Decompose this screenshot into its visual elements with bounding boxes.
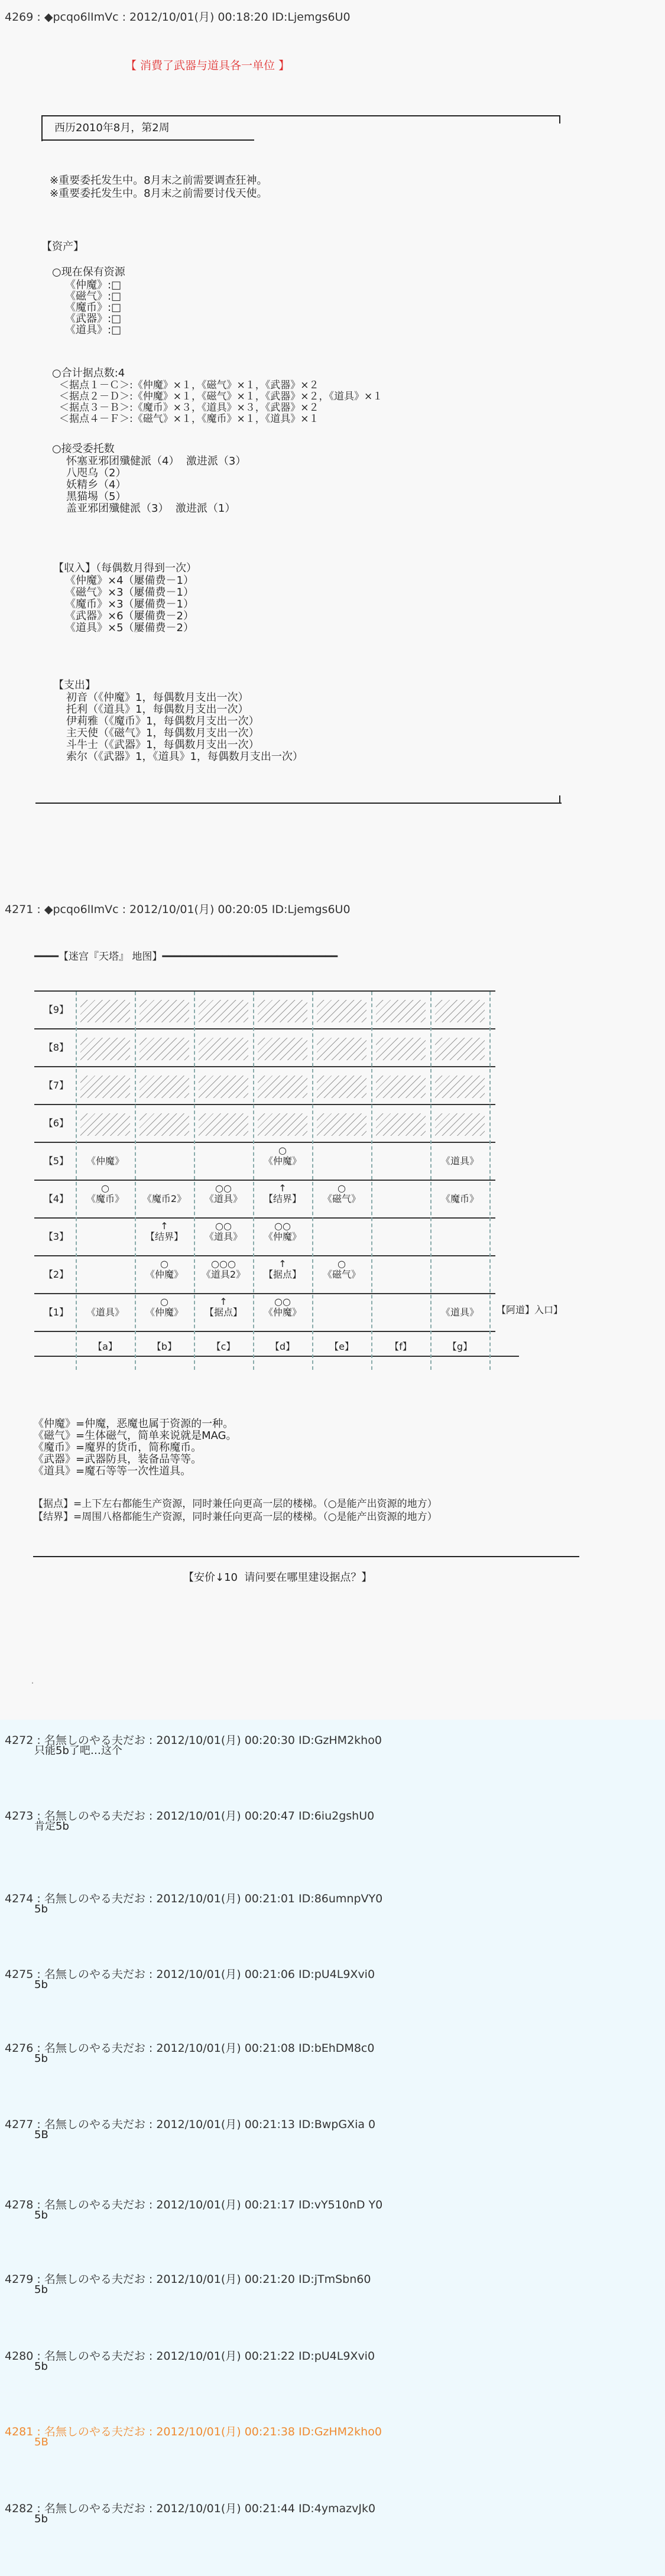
hatch-pattern [140,1113,189,1136]
hatch-pattern [317,1076,366,1098]
reply-header: 4276 : 名無しのやる夫だお : 2012/10/01(月) 00:21:08 ID:bEhDM8c0 [5,2042,375,2055]
map-cell-d3[interactable] [254,1219,311,1255]
map-cell-e1[interactable] [313,1294,370,1331]
map-cell-e2[interactable] [313,1256,370,1293]
frame-right-tick [559,115,560,124]
map-cell-a7[interactable] [77,1067,134,1104]
hatch-pattern [376,1038,426,1060]
map-cell-g1[interactable] [432,1294,488,1331]
map-cell-text: 《道具》 [86,1307,124,1318]
map-cell-e6[interactable] [313,1105,370,1142]
hatch-pattern [199,1000,248,1022]
legend2-line: 【结界】=周围八格都能生产资源，同时兼任向更高一层的楼梯。（○是能产出资源的地方） [33,1511,437,1523]
map-cell-e3[interactable] [313,1219,370,1255]
reply-body: 5b [34,1979,48,1991]
commission-line: 怀塞亚邪团殲健派（4） 激进派（3） [66,455,246,467]
map-cell-g4[interactable] [432,1181,488,1217]
note-line: ※重要委托发生中。8月末之前需要调查狂神。 [50,174,268,187]
map-cell-text: ○ 《磁气》 [322,1258,361,1280]
commission-line: 八咫乌（2） [66,467,126,479]
map-cell-g8[interactable] [432,1029,488,1066]
map-cell-c7[interactable] [195,1067,252,1104]
frame-bottom-tick [559,795,560,804]
reply-header: 4273 : 名無しのやる夫だお : 2012/10/01(月) 00:20:47 ID:6iu2gshU0 [5,1810,375,1823]
map-row-label: 【5】 [43,1155,69,1167]
held-item: 《道具》:□ [65,324,122,336]
base-line: ＜据点４－Ｆ＞:《磁气》×１，《魔币》×１，《道具》×１ [59,413,319,425]
map-cell-c6[interactable] [195,1105,252,1142]
map-cell-text: ↑ 【结界】 [263,1183,301,1204]
map-cell-d1[interactable] [254,1294,311,1331]
hatch-pattern [258,1000,307,1022]
map-cell-text: ○ 《魔币》 [86,1183,124,1204]
map-cell-f4[interactable] [372,1181,429,1217]
reply-header: 4282 : 名無しのやる夫だお : 2012/10/01(月) 00:21:44 ID:4ymazvJk0 [5,2502,376,2515]
map-cell-d7[interactable] [254,1067,311,1104]
map-row-label: 【9】 [43,1004,69,1015]
income-line: 《道具》×5（屢備费－2） [65,622,194,634]
held-item: 《魔币》:□ [65,301,122,314]
hatch-pattern [435,1038,485,1060]
income-line: 《魔币》×3（屢備费－1） [65,598,194,610]
map-cell-g9[interactable] [432,992,488,1028]
frame-left-tick [41,115,43,141]
map-cell-a4[interactable] [77,1181,134,1217]
commission-line: 黑猫埸（5） [66,490,126,503]
map-cell-g3[interactable] [432,1219,488,1255]
map-cell-text: 《魔币2》 [142,1193,187,1204]
base-line: ＜据点２－Ｄ＞:《仲魔》×１，《磁气》×１，《武器》×２，《道具》×１ [59,391,383,402]
map-cell-text: ○ 《磁气》 [322,1183,361,1204]
base-line: ＜据点３－Ｂ＞:《魔币》×３，《道具》×３，《武器》×２ [59,402,319,414]
reply-body: 5b [34,2209,48,2221]
map-cell-a8[interactable] [77,1029,134,1066]
map-cell-text: ○ 《仲魔》 [145,1258,183,1280]
map-cell-e5[interactable] [313,1143,370,1180]
map-cell-d8[interactable] [254,1029,311,1066]
map-cell-b7[interactable] [136,1067,193,1104]
map-col-label: 【d】 [270,1341,296,1352]
map-cell-f2[interactable] [372,1256,429,1293]
map-cell-b8[interactable] [136,1029,193,1066]
map-cell-c4[interactable] [195,1181,252,1217]
commissions-heading: ○接受委托数 [52,443,115,455]
reply-header: 4274 : 名無しのやる夫だお : 2012/10/01(月) 00:21:01 ID:86umnpVY0 [5,1892,383,1905]
expense-line: 索尔（《武器》1，《道具》1，每偶数月支出一次） [66,751,303,763]
frame-bottom-line [35,803,562,804]
map-cell-d5[interactable] [254,1143,311,1180]
map-cell-text: ○○ 《仲魔》 [263,1296,301,1318]
hatch-pattern [199,1113,248,1136]
reply-header: 4279 : 名無しのやる夫だお : 2012/10/01(月) 00:21:20 ID:jTmSbn60 [5,2273,371,2286]
separator-dot: . [31,1674,35,1687]
map-row-label: 【6】 [43,1118,69,1129]
map-row-label: 【4】 [43,1193,69,1204]
reply-area [0,1720,665,2576]
hatch-pattern [258,1038,307,1060]
map-cell-b1[interactable] [136,1294,193,1331]
hatch-pattern [80,1076,130,1098]
map-col-label: 【f】 [390,1341,412,1352]
map-bottom-line [33,1556,579,1557]
reply-header: 4277 : 名無しのやる夫だお : 2012/10/01(月) 00:21:13 ID:BwpGXia 0 [5,2118,376,2131]
legend-line: 《磁气》=生体磁气，简单来说就是MAG。 [33,1430,237,1442]
hatch-pattern [376,1076,426,1098]
held-item: 《武器》:□ [65,313,122,325]
hatch-pattern [317,1038,366,1060]
map-col-label: 【g】 [447,1341,473,1352]
post-header: 4269 : ◆pcqo6lImVc : 2012/10/01(月) 00:18:20 ID:Ljemgs6U0 [5,11,351,24]
reply-body: 5b [34,2360,48,2373]
map-cell-text: ○○○ 《道具2》 [201,1258,246,1280]
map-cell-e4[interactable] [313,1181,370,1217]
note-line: ※重要委托发生中。8月末之前需要讨伐天使。 [50,187,268,200]
map-cell-text: ↑ 【结界】 [145,1220,183,1242]
map-cell-g2[interactable] [432,1256,488,1293]
reply-body: 5B [34,2436,48,2448]
map-row-label: 【8】 [43,1042,69,1053]
map-cell-text: 《道具》 [440,1155,479,1167]
map-col-label: 【b】 [151,1341,177,1352]
hatch-pattern [258,1076,307,1098]
map-cell-a9[interactable] [77,992,134,1028]
reply-body: 5b [34,1903,48,1915]
map-cell-b9[interactable] [136,992,193,1028]
map-cell-e7[interactable] [313,1067,370,1104]
map-cell-b2[interactable] [136,1256,193,1293]
legend-line: 《仲魔》=仲魔，恶魔也属于资源的一种。 [33,1418,234,1430]
post-title: 【 消費了武器与道具各一单位 】 [125,59,290,72]
map-row-label: 【3】 [43,1231,69,1242]
held-item: 《仲魔》:□ [65,279,122,291]
income-line: 《武器》×6（屢備费－2） [65,610,194,622]
reply-body: 5b [34,2052,48,2065]
held-heading: ○现在保有资源 [52,266,125,278]
reply-body: 只能5b了吧…这个 [34,1745,122,1757]
map-cell-a5[interactable] [77,1143,134,1180]
reply-body: 5b [34,2513,48,2525]
legend-line: 《道具》=魔石等等一次性道具。 [33,1465,192,1477]
map-cell-a3[interactable] [77,1219,134,1255]
commission-line: 妖精乡（4） [66,479,126,491]
reply-body: 肯定5b [34,1820,69,1833]
hatch-pattern [435,1076,485,1098]
map-row-line [34,1331,495,1332]
map-col-label: 【e】 [329,1341,354,1352]
hatch-pattern [317,1113,366,1136]
expense-line: 主天使（《磁气》1，每偶数月支出一次） [66,727,259,739]
map-cell-text: 《魔币》 [440,1193,479,1204]
map-col-label: 【a】 [93,1341,118,1352]
map-cell-text: 《道具》 [440,1307,479,1318]
map-row-label: 【7】 [43,1080,69,1091]
map-cell-e8[interactable] [313,1029,370,1066]
map-cell-c9[interactable] [195,992,252,1028]
map-cell-f6[interactable] [372,1105,429,1142]
income-heading: 【収入】（每偶数月得到一次） [53,562,197,574]
map-cell-f3[interactable] [372,1219,429,1255]
map-title: ━━━━【迷宫『天塔』 地图】━━━━━━━━━━━━━━━━━━━━━━━━━━━━━ [34,951,338,963]
hatch-pattern [435,1000,485,1022]
map-cell-text: ↑ 【据点】 [263,1258,301,1280]
map-cell-b4[interactable] [136,1181,193,1217]
map-cell-e9[interactable] [313,992,370,1028]
map-cell-c5[interactable] [195,1143,252,1180]
hatch-pattern [80,1113,130,1136]
map-col-label: 【c】 [211,1341,236,1352]
map-cell-a2[interactable] [77,1256,134,1293]
hatch-pattern [80,1000,130,1022]
hatch-pattern [80,1038,130,1060]
map-cell-d9[interactable] [254,992,311,1028]
map-cell-text: ○○ 《道具》 [204,1183,242,1204]
expense-line: 初音（《仲魔》1，每偶数月支出一次） [66,691,249,704]
map-cell-a6[interactable] [77,1105,134,1142]
map-cell-text: ↑ 【据点】 [204,1296,242,1318]
hatch-pattern [199,1038,248,1060]
reply-header: 4278 : 名無しのやる夫だお : 2012/10/01(月) 00:21:17 ID:vY510nD Y0 [5,2198,383,2211]
expense-line: 伊莉雅（《魔币》1，每偶数月支出一次） [66,715,259,727]
frame-top-line [41,115,560,116]
map-cell-b3[interactable] [136,1219,193,1255]
hatch-pattern [140,1038,189,1060]
map-cell-text: ○ 《仲魔》 [145,1296,183,1318]
map-cell-f5[interactable] [372,1143,429,1180]
legend-line: 《魔币》=魔界的货币，简称魔币。 [33,1441,202,1454]
map-cell-c3[interactable] [195,1219,252,1255]
map-cell-text: ○○ 《道具》 [204,1220,242,1242]
bases-heading: ○合计据点数:4 [52,367,125,379]
legend-line: 《武器》=武器防具，装备品等等。 [33,1453,202,1466]
map-cell-f8[interactable] [372,1029,429,1066]
base-line: ＜据点１－Ｃ＞:《仲魔》×１，《磁气》×１，《武器》×２ [59,379,319,391]
commission-line: 盖亚邪团殲健派（3） 激进派（1） [66,502,236,515]
map-cell-f9[interactable] [372,992,429,1028]
reply-header: 4275 : 名無しのやる夫だお : 2012/10/01(月) 00:21:06 ID:pU4L9Xvi0 [5,1968,375,1981]
map-cell-f7[interactable] [372,1067,429,1104]
expense-line: 斗牛士（《武器》1，每偶数月支出一次） [66,739,259,751]
hatch-pattern [376,1113,426,1136]
map-cell-b5[interactable] [136,1143,193,1180]
map-cell-f1[interactable] [372,1294,429,1331]
reply-header: 4272 : 名無しのやる夫だお : 2012/10/01(月) 00:20:30 ID:GzHM2kho0 [5,1734,382,1747]
assets-heading: 【资产】 [41,241,84,253]
hatch-pattern [435,1113,485,1136]
map-cell-g5[interactable] [432,1143,488,1180]
map-cell-text: 《仲魔》 [86,1155,124,1167]
expense-line: 托利（《道具》1，每偶数月支出一次） [66,703,249,716]
reply-body: 5B [34,2129,48,2141]
map-cell-c8[interactable] [195,1029,252,1066]
map-cell-text: ○○ 《仲魔》 [263,1220,301,1242]
map-row-label: 【1】 [43,1307,69,1318]
reply-header: 4280 : 名無しのやる夫だお : 2012/10/01(月) 00:21:22 ID:pU4L9Xvi0 [5,2350,375,2363]
period-underline [41,139,254,141]
income-line: 《磁气》×3（屢備费－1） [65,586,194,599]
legend2-line: 【据点】=上下左右都能生产资源，同时兼任向更高一层的楼梯。（○是能产出资源的地方） [33,1498,437,1510]
held-item: 《磁气》:□ [65,290,122,303]
hatch-pattern [140,1000,189,1022]
map-cell-g7[interactable] [432,1067,488,1104]
hatch-pattern [376,1000,426,1022]
map-cell-d2[interactable] [254,1256,311,1293]
map-entrance-label: 【阿道】入口】 [497,1304,563,1315]
vote-prompt: 【安价↓10 请问要在哪里建设据点？】 [183,1571,372,1584]
map-cell-g6[interactable] [432,1105,488,1142]
map-cell-d6[interactable] [254,1105,311,1142]
expense-heading: 【支出】 [53,679,96,691]
map-cell-a1[interactable] [77,1294,134,1331]
map-row-label: 【2】 [43,1269,69,1280]
map-cell-c1[interactable] [195,1294,252,1331]
hatch-pattern [140,1076,189,1098]
hatch-pattern [258,1113,307,1136]
reply-body: 5b [34,2283,48,2296]
map-col-divider [489,992,491,1370]
map-cell-b6[interactable] [136,1105,193,1142]
income-line: 《仲魔》×4（屢備费－1） [65,574,194,587]
reply-header: 4281 : 名無しのやる夫だお : 2012/10/01(月) 00:21:38 ID:GzHM2kho0 [5,2425,382,2438]
map-cell-d4[interactable] [254,1181,311,1217]
hatch-pattern [199,1076,248,1098]
map-cell-text: ○ 《仲魔》 [263,1145,301,1167]
hatch-pattern [317,1000,366,1022]
period-text: 西历2010年8月，第2周 [54,122,170,134]
map-base-line [34,1356,519,1357]
map-cell-c2[interactable] [195,1256,252,1293]
post-header: 4271 : ◆pcqo6lImVc : 2012/10/01(月) 00:20:05 ID:Ljemgs6U0 [5,903,351,916]
